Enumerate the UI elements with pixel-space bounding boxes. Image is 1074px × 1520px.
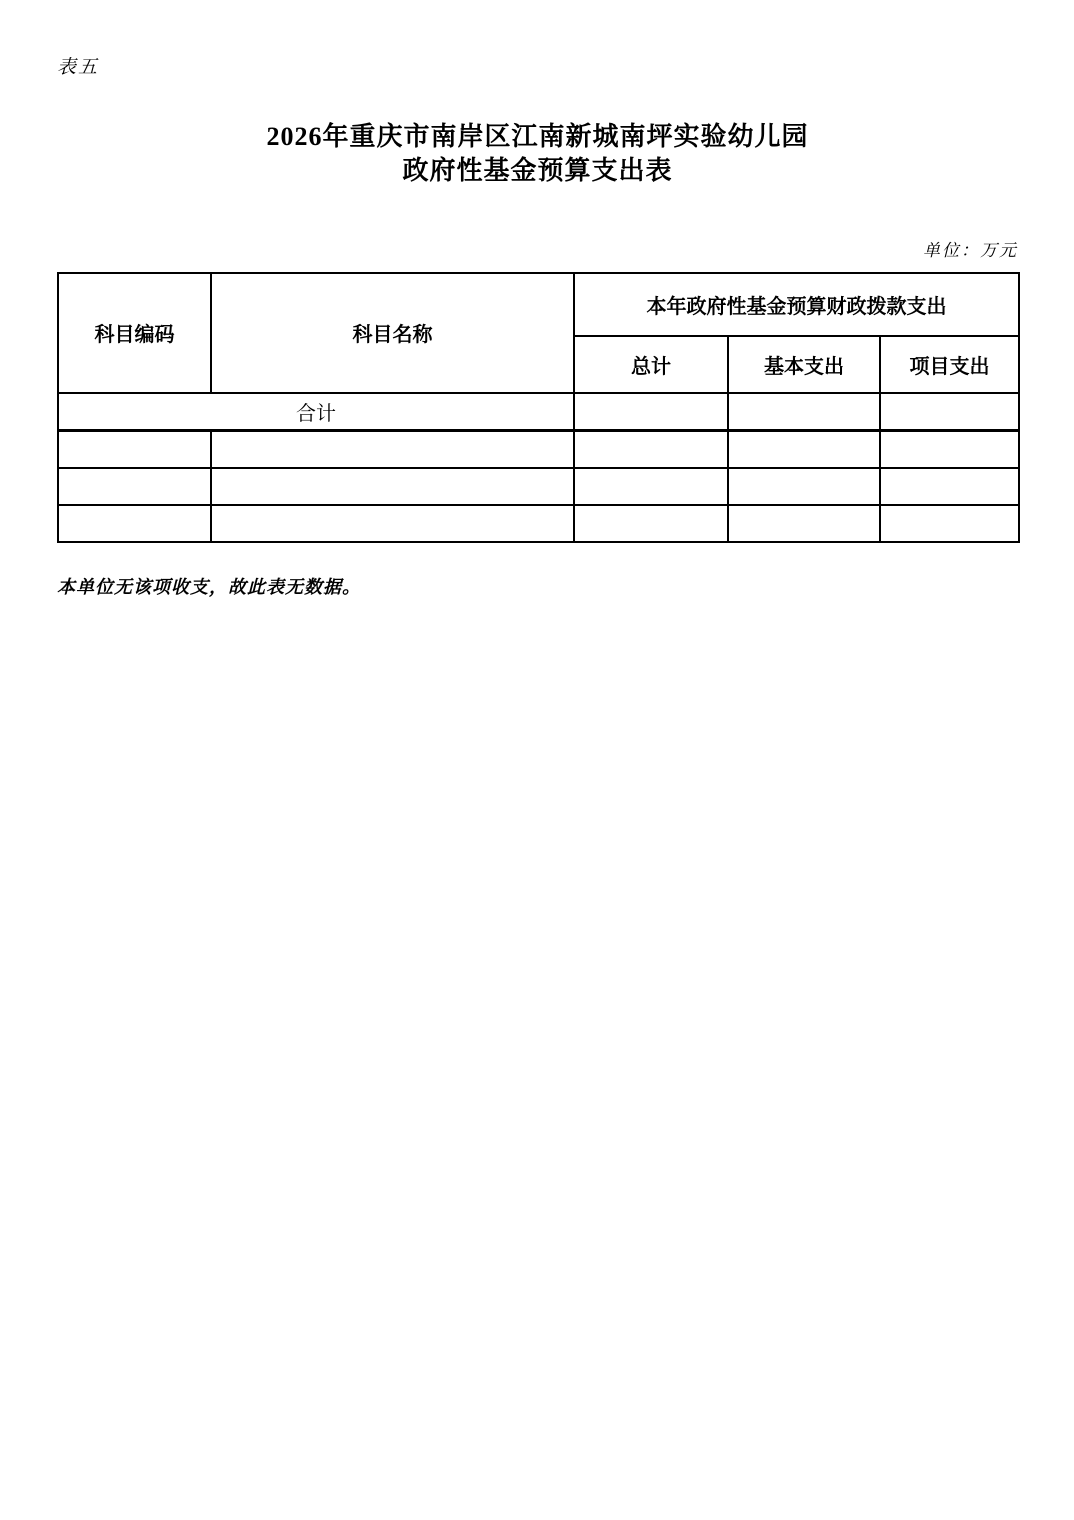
- cell-basic: [728, 505, 880, 542]
- unit-label: 单位：万元: [923, 240, 1018, 260]
- total-row-basic-value: [728, 393, 880, 431]
- cell-name: [211, 468, 574, 505]
- cell-total: [574, 468, 728, 505]
- title-line-1: 2026年重庆市南岸区江南新城南坪实验幼儿园: [266, 122, 809, 151]
- cell-basic: [728, 431, 880, 468]
- cell-basic: [728, 468, 880, 505]
- cell-name: [211, 505, 574, 542]
- table-row: [58, 505, 1019, 542]
- document-title: [57, 0, 1018, 189]
- header-basic-expenditure: 基本支出: [728, 336, 880, 393]
- total-row-label: 合计: [58, 393, 574, 431]
- cell-project: [880, 431, 1019, 468]
- table-number-label: 表五: [57, 57, 100, 78]
- table-header-row-1: [58, 273, 1019, 336]
- cell-project: [880, 505, 1019, 542]
- cell-name: [211, 431, 574, 468]
- cell-code: [58, 431, 211, 468]
- title-line-2: 政府性基金预算支出表: [402, 156, 673, 186]
- total-row-total-value: [574, 393, 728, 431]
- no-data-note: 本单位无该项收支，故此表无数据。: [57, 576, 361, 597]
- header-total: 总计: [574, 336, 728, 393]
- header-group-fund-expenditure: 本年政府性基金预算财政拨款支出: [574, 273, 1019, 336]
- table-row: [58, 431, 1019, 468]
- cell-project: [880, 468, 1019, 505]
- cell-total: [574, 431, 728, 468]
- total-row: [58, 393, 1019, 431]
- header-subject-name: 科目名称: [211, 273, 574, 393]
- content-area: [57, 0, 1018, 599]
- header-project-expenditure: 项目支出: [880, 336, 1019, 393]
- cell-code: [58, 468, 211, 505]
- table-row: [58, 468, 1019, 505]
- cell-total: [574, 505, 728, 542]
- total-row-project-value: [880, 393, 1019, 431]
- header-subject-code: 科目编码: [58, 273, 211, 393]
- budget-expenditure-table: [57, 272, 1020, 543]
- cell-code: [58, 505, 211, 542]
